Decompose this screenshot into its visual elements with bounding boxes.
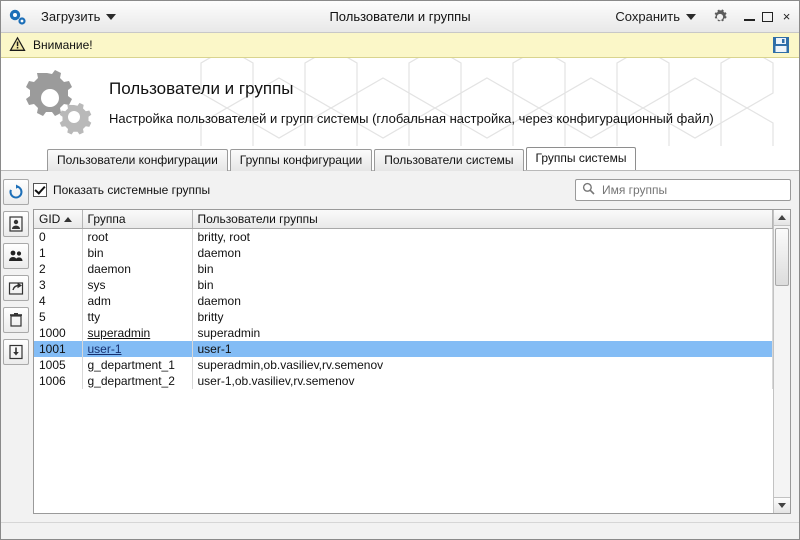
- tab-bar: [1, 146, 799, 170]
- table-header-row: [34, 210, 772, 229]
- window-controls: [744, 8, 793, 24]
- content-panel: [31, 171, 799, 522]
- chevron-up-icon: [778, 215, 786, 220]
- cell-gid: 1005: [34, 357, 82, 373]
- chevron-down-icon: [778, 503, 786, 508]
- tab-system-groups[interactable]: Группы системы: [526, 147, 637, 170]
- search-icon: [582, 182, 595, 198]
- scrollbar-track[interactable]: [774, 226, 790, 497]
- scroll-down-button[interactable]: [774, 497, 790, 513]
- vertical-scrollbar[interactable]: [773, 210, 790, 513]
- table-empty-area: [34, 389, 773, 513]
- cell-users: britty, root: [192, 229, 772, 246]
- main-content: [1, 170, 799, 522]
- cell-users: daemon: [192, 293, 772, 309]
- warning-triangle-icon: [9, 36, 26, 55]
- cell-group: g_department_1: [82, 357, 192, 373]
- column-label: GID: [39, 212, 61, 226]
- cell-group: bin: [82, 245, 192, 261]
- close-button[interactable]: ×: [782, 8, 791, 24]
- load-menu-label: Загрузить: [41, 9, 101, 24]
- cell-users: superadmin,ob.vasiliev,rv.semenov: [192, 357, 772, 373]
- window-title: Пользователи и группы: [329, 9, 471, 24]
- cell-gid: 5: [34, 309, 82, 325]
- cell-group: root: [82, 229, 192, 246]
- show-system-groups-label: Показать системные группы: [53, 183, 211, 197]
- cell-users: user-1,ob.vasiliev,rv.semenov: [192, 373, 772, 389]
- search-box[interactable]: [575, 179, 791, 201]
- table-row[interactable]: [34, 357, 772, 373]
- page-subtitle: Настройка пользователей и групп системы (глобальная настройка, через конфигурационный файл): [109, 110, 714, 126]
- gears-icon: [7, 6, 29, 28]
- cell-gid: 3: [34, 277, 82, 293]
- add-user-button[interactable]: [3, 211, 29, 237]
- search-input[interactable]: [600, 182, 784, 198]
- warning-text: Внимание!: [33, 38, 93, 52]
- cell-gid: 1001: [34, 341, 82, 357]
- save-menu-button[interactable]: [611, 7, 700, 26]
- column-header-users[interactable]: Пользователи группы: [192, 210, 772, 229]
- column-header-gid[interactable]: [34, 210, 82, 229]
- cell-group: daemon: [82, 261, 192, 277]
- side-toolbar: [1, 171, 31, 522]
- cell-gid: 0: [34, 229, 82, 246]
- cell-group: sys: [82, 277, 192, 293]
- scrollbar-thumb[interactable]: [775, 228, 789, 286]
- cell-gid: 1: [34, 245, 82, 261]
- floppy-save-icon[interactable]: [771, 35, 791, 55]
- filter-row: [33, 177, 791, 203]
- save-menu-label: Сохранить: [615, 9, 680, 24]
- settings-gear-icon[interactable]: [710, 7, 730, 27]
- cell-group[interactable]: superadmin: [82, 325, 192, 341]
- table-row[interactable]: [34, 325, 772, 341]
- cell-users: britty: [192, 309, 772, 325]
- chevron-down-icon: [686, 14, 696, 20]
- cell-users: bin: [192, 277, 772, 293]
- column-header-group[interactable]: Группа: [82, 210, 192, 229]
- checkbox-box[interactable]: [33, 183, 47, 197]
- table-row[interactable]: [34, 245, 772, 261]
- table-row[interactable]: [34, 261, 772, 277]
- table-row[interactable]: [34, 309, 772, 325]
- scroll-up-button[interactable]: [774, 210, 790, 226]
- cell-users: bin: [192, 261, 772, 277]
- tab-config-groups[interactable]: Группы конфигурации: [230, 149, 372, 171]
- cell-group: tty: [82, 309, 192, 325]
- load-menu-button[interactable]: [37, 7, 120, 26]
- status-bar: [1, 522, 799, 539]
- table-row[interactable]: [34, 229, 772, 246]
- cell-group: g_department_2: [82, 373, 192, 389]
- trash-button[interactable]: [3, 307, 29, 333]
- page-title: Пользователи и группы: [109, 78, 294, 98]
- cell-gid: 4: [34, 293, 82, 309]
- sort-asc-icon: [64, 217, 72, 222]
- maximize-button[interactable]: [762, 12, 775, 22]
- groups-grid: [34, 210, 773, 389]
- cell-users: user-1: [192, 341, 772, 357]
- users-group-button[interactable]: [3, 243, 29, 269]
- refresh-button[interactable]: [3, 179, 29, 205]
- cell-gid: 2: [34, 261, 82, 277]
- cell-group: adm: [82, 293, 192, 309]
- table-row[interactable]: [34, 277, 772, 293]
- chevron-down-icon: [106, 14, 116, 20]
- cell-users: superadmin: [192, 325, 772, 341]
- download-button[interactable]: [3, 339, 29, 365]
- table-row[interactable]: [34, 373, 772, 389]
- warning-bar: [1, 33, 799, 58]
- cell-users: daemon: [192, 245, 772, 261]
- page-banner: [1, 58, 799, 146]
- groups-table: [33, 209, 791, 514]
- share-arrow-button[interactable]: [3, 275, 29, 301]
- table-row[interactable]: [34, 341, 772, 357]
- minimize-button[interactable]: [744, 19, 757, 22]
- cell-group[interactable]: user-1: [82, 341, 192, 357]
- cell-gid: 1006: [34, 373, 82, 389]
- title-bar: [1, 1, 799, 33]
- tab-system-users[interactable]: Пользователи системы: [374, 149, 523, 171]
- tab-config-users[interactable]: Пользователи конфигурации: [47, 149, 228, 171]
- cell-gid: 1000: [34, 325, 82, 341]
- gears-icon: [19, 67, 93, 137]
- table-row[interactable]: [34, 293, 772, 309]
- show-system-groups-checkbox[interactable]: [33, 183, 210, 197]
